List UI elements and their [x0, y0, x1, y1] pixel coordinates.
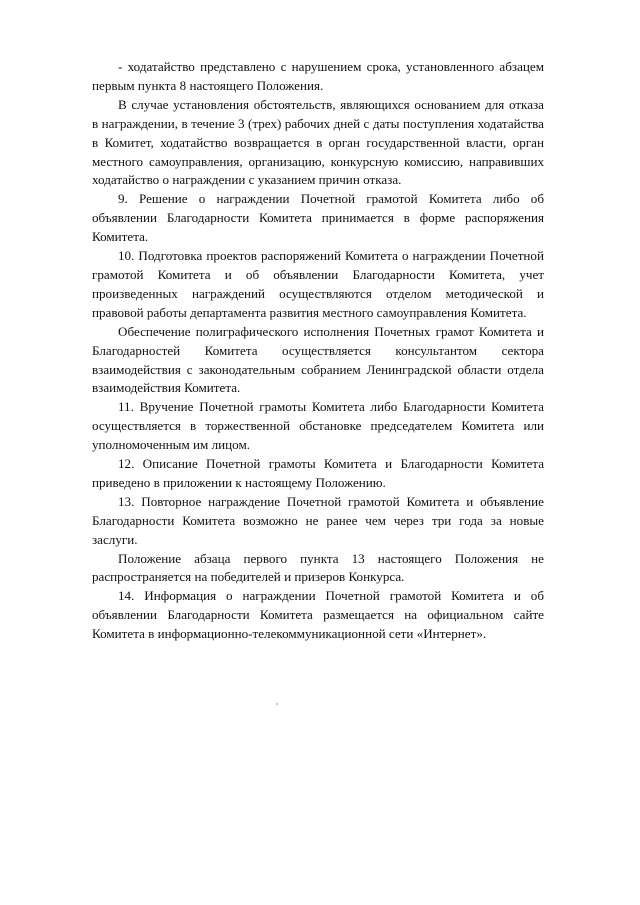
paragraph-refusal-return: В случае установления обстоятельств, являющихся основанием для отказа в награждении, в течение 3 (трех) рабочих дней с даты поступления ходатайства в Комитет, ходатайство возвращается в орган государственной власти, орган местного самоуправления, организацию, конкурсную комиссию, направивших ходатайство о награждении с указанием причин отказа. — [92, 96, 544, 188]
paragraph-item-13-exception: Положение абзаца первого пункта 13 настоящего Положения не распространяется на победителей и призеров Конкурса. — [92, 550, 544, 585]
paragraph-item-13: 13. Повторное награждение Почетной грамотой Комитета и объявление Благодарности Комитета возможно не ранее чем через три года за новые заслуги. — [92, 493, 544, 547]
document-body — [92, 58, 544, 644]
paragraph-item-11: 11. Вручение Почетной грамоты Комитета либо Благодарности Комитета осуществляется в торжественной обстановке председателем Комитета или уполномоченным им лицом. — [92, 399, 544, 453]
paragraph-item-9: 9. Решение о награждении Почетной грамотой Комитета либо об объявлении Благодарности Комитета принимается в форме распоряжения Комитета. — [92, 191, 544, 245]
scan-speck — [276, 703, 278, 705]
paragraph-item-10: 10. Подготовка проектов распоряжений Комитета о награждении Почетной грамотой Комитета и об объявлении Благодарности Комитета, учет произведенных награждений осуществляются отделом методической и правовой работы департамента развития местного самоуправления Комитета. — [92, 248, 544, 320]
paragraph-refusal-reason: - ходатайство представлено с нарушением срока, установленного абзацем первым пункта 8 настоящего Положения. — [92, 59, 544, 93]
paragraph-item-14: 14. Информация о награждении Почетной грамотой Комитета и об объявлении Благодарности Комитета размещается на официальном сайте Комитета в информационно-телекоммуникационной сети «Интернет». — [92, 588, 544, 642]
paragraph-printing: Обеспечение полиграфического исполнения Почетных грамот Комитета и Благодарностей Комитета осуществляется консультантом сектора взаимодействия с законодательным собранием Ленинградской области отдела взаимодействия Комитета. — [92, 323, 544, 396]
paragraph-item-12: 12. Описание Почетной грамоты Комитета и Благодарности Комитета приведено в приложении к настоящему Положению. — [92, 456, 544, 490]
